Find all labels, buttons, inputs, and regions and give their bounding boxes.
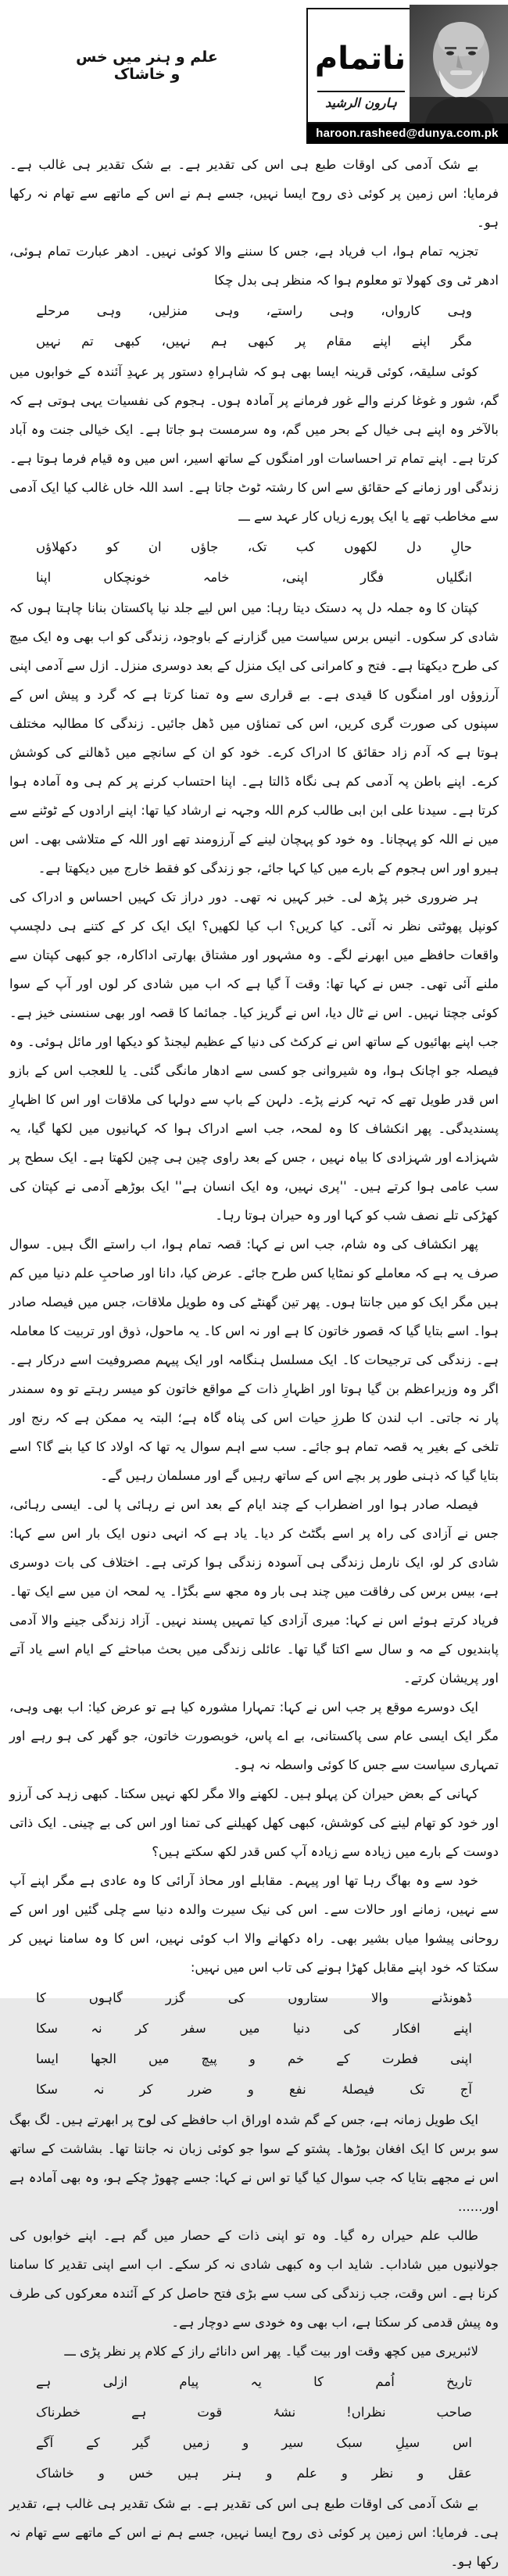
verse-line: مگر اپنے اپنے مقام پر کبھی ہم نہیں، کبھی تم نہیں bbox=[36, 334, 472, 349]
verse-line: اس سیلِ سبک سیر و زمیں گیر کے آگے bbox=[36, 2435, 472, 2450]
paragraph: کوئی سلیقہ، کوئی قرینہ ایسا بھی ہو کہ شاہراہِ دستور پر عہدِ آئندہ کے خوابوں میں گم، شور و غوغا کرنے والے غور فرمانے پر آمادہ ہوں۔ ہجوم کی نفسیات یہی ہوتی ہے کہ بالآخر وہ اپنے ہی خیال کے بحر میں گم، وہ سرمست ہو جاتا ہے۔ ایک خیالی جنت وہ آباد کرتا ہے۔ اپنے تمام تر احساسات اور امنگوں کے ساتھ اسیر، اس میں وہ قیام فرما ہوتا ہے۔ زندگی اور زمانے کے حقائق سے اس کا رشتہ ٹوٹ جاتا ہے۔ اسد اللہ خاں غالب کیا ایک آدمی سے مخاطب تھے یا ایک پورے زیاں کار عہد سے ـــ bbox=[9, 364, 499, 524]
paragraph: طالب علم حیراں رہ گیا۔ وہ تو اپنی ذات کے حصار میں گم ہے۔ اپنے خوابوں کی جولانیوں میں شاداب۔ شاید اب وہ کبھی شادی نہ کر سکے۔ اب اسے اپنی تقدیر کا سامنا کرنا ہے۔ اس وقت، جب زندگی کی سب سے بڑی فتح حاصل کر کے آئندہ معرکوں کی طرف وہ پیش قدمی کر سکتا ہے، اب بھی وہ خودی سے دوچار ہے۔ bbox=[9, 2228, 499, 2330]
verse-line: اپنی فطرت کے خم و پیچ میں الجھا ایسا bbox=[36, 2051, 472, 2066]
column-title: ناتمام bbox=[314, 41, 406, 77]
paragraph: ہر ضروری خبر پڑھ لی۔ خبر کہیں نہ تھی۔ دور دراز تک کہیں احساس و ادراک کی کونپل پھوٹتی نظر نہ آئی۔ کیا کریں؟ اب کیا لکھیں؟ ایک ایک کر کے کتنے ہی دلچسپ واقعات حافظے میں ابھرنے لگے۔ وہ مشہور اور مشتاق بھارتی اداکارہ، جو کبھی کپتان سے ملنے آئی تھی۔ جس نے کہا تھا: وقت آ گیا ہے کہ اب میں شادی کر لوں اور آپ کے سوا کوئی جچتا نہیں۔ اس نے ٹال دیا، اس نے گریز کیا۔ جمائما کا قصہ اور بھی سنسنی خیز ہے۔ جب اپنے بھائیوں کے ساتھ اس نے کرکٹ کی دنیا کے عظیم لیجنڈ کو دیکھا اور مائل ہوئی۔ وہ فیصلہ جو اچانک ہوا، وہ شیروانی جو کسی سے ادھار مانگی گئی۔ یا للعجب اس کے بازو اس قدر طویل تھے کہ تہہ کرنے پڑے۔ دلہن کے باپ سے دولہا کی ملاقات اور اس کا اظہارِ پسندیدگی۔ پھر انکشاف کا وہ لمحہ، جب اسے ادراک ہوا کہ کہانیوں میں لکھا گیا، یہ شہزادے اور شہزادی کا بیاہ نہیں ، جس کے بعد راوی چین ہی چین لکھتا ہے۔ ایک سطح پر سب عامی ہوا کرتے ہیں۔ ''پری نہیں، وہ ایک انسان ہے'' ایک بوڑھے آدمی نے کپتان کی کھڑکی تلے نصف شب کو کہا اور وہ حیران ہوتا رہا۔ bbox=[9, 890, 499, 1223]
verse-couplet-ghalib bbox=[36, 532, 472, 593]
verse-quatrain-history bbox=[36, 2366, 472, 2488]
verse-line: عقل و نظر و علم و ہنر ہیں خس و خاشاک bbox=[36, 2466, 472, 2481]
divider-line bbox=[317, 91, 405, 92]
article-body bbox=[0, 147, 508, 2576]
paragraph: تجزیہ تمام ہوا، اب فریاد ہے، جس کا سننے والا کوئی نہیں۔ ادھر عبارت تمام ہوئی، ادھر ٹی وی کھولا تو معلوم ہوا کہ منظر ہی بدل چکا bbox=[9, 244, 499, 288]
verse-line: آج تک فیصلۂ نفع و ضرر کر نہ سکا bbox=[36, 2082, 472, 2097]
verse-line: حالِ دل لکھوں کب تک، جاؤں ان کو دکھلاؤں bbox=[36, 539, 472, 554]
paragraph: پھر انکشاف کی وہ شام، جب اس نے کہا: قصہ تمام ہوا، اب راستے الگ ہیں۔ سوال صرف یہ ہے کہ معاملے کو نمٹایا کس طرح جائے۔ عرض کیا، دانا اور صاحبِ علم دنیا میں کم ہیں مگر ایک کو میں جانتا ہوں۔ پھر تین گھنٹے کی وہ طویل ملاقات، جس میں فیصلہ صادر ہوا۔ اسے بتایا گیا کہ قصور خاتون کا ہے اور نہ اس کا۔ یہ ماحول، ذوق اور تربیت کا معاملہ ہے۔ زندگی کی ترجیحات کا۔ ایک مسلسل ہنگامہ اور ایک پیہم مصروفیت اسے درکار ہے۔ اگر وہ وزیراعظم بن گیا ہوتا اور اظہارِ ذات کے مواقع خاتون کو میسر رہتے تو وہ سمندر پار نہ جاتی۔ اب لندن کا طرزِ حیات اس کی پناہ گاہ ہے؛ البتہ یہ ممکن ہے کہ رنج اور تلخی کے بغیر یہ قصہ تمام ہو جائے۔ سب سے اہم سوال یہ تھا کہ اولاد کا کیا بنے گا؟ اسے بتایا گیا کہ ذہنی طور پر بچے اس کے ساتھ رہیں گے اور مسلمان رہیں گے۔ bbox=[9, 1237, 499, 1483]
author-block bbox=[306, 6, 508, 144]
verse-couplet-caravan bbox=[36, 296, 472, 356]
paragraph: کہانی کے بعض حیران کن پہلو ہیں۔ لکھنے والا مگر لکھ نہیں سکتا۔ کبھی زہد کی آرزو اور خود کو تھام لینے کی کوشش، کبھی کھل کھیلنے کی تمنا اور اس کی بے چینی۔ ایک ذاتی دوست کے بارے میں زیادہ سے زیادہ آپ کس قدر لکھ سکتے ہیں؟ bbox=[9, 1786, 499, 1859]
verse-line: اپنے افکار کی دنیا میں سفر کر نہ سکا bbox=[36, 2021, 472, 2036]
paragraph-closing: بے شک آدمی کی اوقات طبع ہی اس کی تقدیر ہے۔ بے شک تقدیر ہی غالب ہے، تقدیر ہی۔ فرمایا: اس زمین پر کوئی ذی روح ایسا نہیں، جسے ہم نے اس کے ماتھے سے تھام نہ رکھا ہو۔ bbox=[9, 2496, 499, 2569]
paragraph: فیصلہ صادر ہوا اور اضطراب کے چند ایام کے بعد اس نے رہائی پا لی۔ ایسی رہائی، جس نے آزادی کی راہ پر اسے بگٹٹ کر دیا۔ یاد ہے کہ انہی دنوں ایک بار اس سے کہا: شادی کر لو، ایک نارمل زندگی ہی آسودہ زندگی ہوا کرتی ہے۔ اختلاف کی بات دوسری ہے، بیس برس کی رفاقت میں چند ہی بار وہ مجھ سے بگڑا۔ یہ لمحہ ان میں سے ایک تھا۔ فریاد کرتے ہوئے اس نے کہا: میری آزادی کیا تمہیں پسند نہیں۔ آزاد زندگی جینے والا آدمی پابندیوں کے مہ و سال سے اکتا گیا تھا۔ عائلی زندگی میں بحث مباحثے کے ایام اسے یاد آتے اور پریشان کرتے۔ bbox=[9, 1497, 499, 1686]
verse-line: ڈھونڈنے والا ستاروں کی گزر گاہوں کا bbox=[36, 1990, 472, 2005]
verse-line: صاحب نظراں! نشۂ قوت ہے خطرناک bbox=[36, 2405, 472, 2420]
paragraph: خود سے وہ بھاگ رہا تھا اور پیہم۔ مقابلے اور محاذ آرائی کا وہ عادی ہے مگر اپنے آپ سے نہیں، زمانے اور حالات سے۔ اس کی نیک سیرت والدہ دنیا سے چلی گئیں اور اس کے روحانی پیشوا میاں بشیر بھی۔ راہ دکھانے والا اب کوئی نہیں، اس کا وہ سامنا نہیں کر سکتا کہ خود اپنے مقابل کھڑا ہونے کی تاب اس میں نہیں: bbox=[9, 1873, 499, 1975]
author-photo bbox=[410, 5, 508, 124]
paragraph: کپتان کا وہ جملہ دل پہ دستک دیتا رہا: میں اس لیے جلد نیا پاکستان بنانا چاہتا ہوں کہ شادی کر سکوں۔ انیس برس سیاست میں گزارنے کے باوجود، زندگی کو اب بھی وہ ایک میچ کی طرح دیکھتا ہے۔ فتح و کامرانی کی ایک منزل کے بعد دوسری منزل۔ ازل سے آدمی اپنی آرزوؤں اور امنگوں کا قیدی ہے۔ بے قراری سے وہ تمنا کرتا ہے کہ گرد و پیش اس کے سپنوں کی صورت گری کریں، اس کی تمناؤں میں ڈھل جائیں۔ زندگی کا مطالبہ مختلف ہوتا ہے کہ آدم زاد حقائق کا ادراک کرے۔ خود کو ان کے سانچے میں ڈھالنے کی کوشش کرے۔ اپنے باطن پہ آدمی کم ہی نگاہ ڈالتا ہے۔ اپنا احتساب کرنے پر کم ہی وہ آمادہ ہوا کرتا ہے۔ سیدنا علی ابن ابی طالب کرم اللہ وجہہ نے ارشاد کیا تھا: اپنے ارادوں کے ٹوٹنے سے میں نے اللہ کو پہچانا۔ وہ خود کو پہچان لینے کے آرزومند تھے اور اللہ کے متلاشی بھی۔ اس ہیرو اور اس ہجوم کے بارے میں کیا کہا جائے، جو زندگی کو فقط خارج میں دیکھتا ہے۔ bbox=[9, 600, 499, 876]
verse-line: تاریخ اُمم کا یہ پیام ازلی ہے bbox=[36, 2374, 472, 2389]
article-title: علم و ہنر میں خس و خاشاک bbox=[76, 48, 218, 83]
column-header bbox=[0, 0, 508, 147]
verse-line: انگلیاں فگار اپنی، خامہ خونچکاں اپنا bbox=[36, 570, 472, 585]
paragraph: لائبریری میں کچھ وقت اور بیت گیا۔ پھر اس دانائے راز کے کلام پر نظر پڑی ـــ bbox=[64, 2344, 478, 2359]
paragraph: ایک طویل زمانہ ہے، جس کے گم شدہ اوراق اب حافظے کی لوح پر ابھرتے ہیں۔ لگ بھگ سو برس کا ایک افغان بوڑھا۔ پشتو کے سوا جو کوئی زبان نہ جانتا تھا۔ بشاشت کے ساتھ اس نے مجھے بتایا کہ جب سوال کیا گیا تو اس نے کہا: جسے چھوڑ چکے ہو، وہ بھی آمادہ ہے اور...... bbox=[9, 2112, 499, 2214]
verse-line: وہی کارواں، وہی راستے، وہی منزلیں، وہی مرحلے bbox=[36, 303, 472, 318]
author-name: ہارون الرشید bbox=[325, 95, 397, 110]
author-email: haroon.rasheed@dunya.com.pk bbox=[306, 124, 508, 144]
verse-quatrain-stars bbox=[36, 1983, 472, 2105]
paragraph: ایک دوسرے موقع پر جب اس نے کہا: تمہارا مشورہ کیا ہے تو عرض کیا: اب بھی وہی، مگر ایک ایسی عام سی پاکستانی، بے اے پاس، خوبصورت خاتون، جو گھر کی ہو رہے اور تمہاری سیاست سے جس کا کوئی واسطہ نہ ہو۔ bbox=[9, 1700, 499, 1772]
paragraph-opening: بے شک آدمی کی اوقات طبع ہی اس کی تقدیر ہے۔ بے شک تقدیر ہی غالب ہے۔ فرمایا: اس زمین پر کوئی ذی روح ایسا نہیں، جسے ہم نے اس کے ماتھے سے تھام نہ رکھا ہو۔ bbox=[9, 157, 499, 230]
